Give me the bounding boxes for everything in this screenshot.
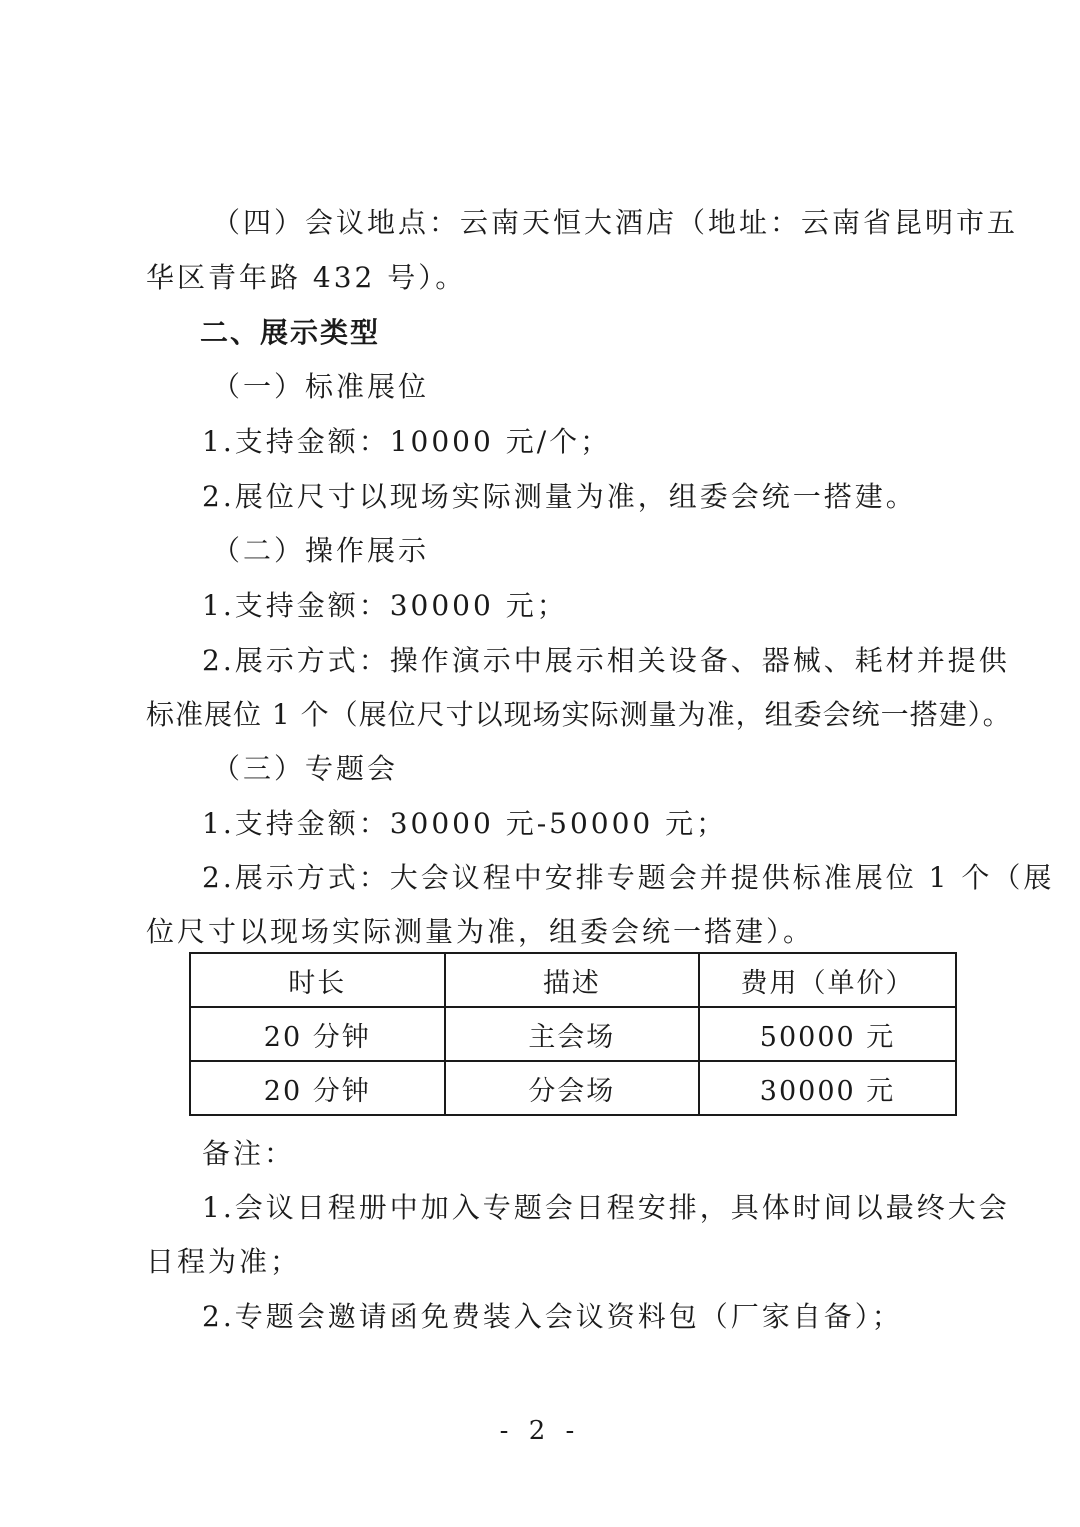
table-row (190, 1007, 956, 1061)
sub-3-item-2-line-1: 2.展示方式：大会议程中安排专题会并提供标准展位 1 个（展 (202, 861, 1055, 894)
table-header-cell: 费用（单价） (699, 953, 956, 1007)
venue-line-1: （四）会议地点：云南天恒大酒店（地址：云南省昆明市五 (212, 206, 1019, 239)
table-cell: 分会场 (445, 1061, 700, 1115)
venue-line-2: 华区青年路 432 号）。 (146, 261, 467, 294)
sub-2-item-2-line-1: 2.展示方式：操作演示中展示相关设备、器械、耗材并提供 (202, 644, 1010, 677)
sub-2-item-2-line-2: 标准展位 1 个（展位尺寸以现场实际测量为准，组委会统一搭建）。 (146, 698, 1012, 731)
sub-1-title: （一）标准展位 (212, 370, 430, 403)
sub-3-item-2-line-2: 位尺寸以现场实际测量为准，组委会统一搭建）。 (146, 915, 815, 948)
fee-table (189, 952, 957, 1116)
sub-2-item-1: 1.支持金额：30000 元； (202, 589, 568, 622)
table-cell: 主会场 (445, 1007, 700, 1061)
note-2: 2.专题会邀请函免费装入会议资料包（厂家自备）； (202, 1300, 903, 1333)
sub-3-item-1: 1.支持金额：30000 元-50000 元； (202, 807, 728, 840)
notes-title: 备注： (202, 1137, 296, 1170)
table-header-cell: 描述 (445, 953, 700, 1007)
table-header-row (190, 953, 956, 1007)
table-cell: 20 分钟 (190, 1007, 445, 1061)
sub-3-title: （三）专题会 (212, 752, 399, 785)
sub-1-item-2: 2.展位尺寸以现场实际测量为准，组委会统一搭建。 (202, 480, 917, 513)
sub-1-item-1: 1.支持金额：10000 元/个； (202, 425, 612, 458)
page-number: - 2 - (499, 1416, 581, 1446)
table-cell: 20 分钟 (190, 1061, 445, 1115)
sub-2-title: （二）操作展示 (212, 534, 430, 567)
table-cell: 30000 元 (699, 1061, 956, 1115)
note-1-line-1: 1.会议日程册中加入专题会日程安排，具体时间以最终大会 (202, 1191, 1010, 1224)
table-row (190, 1061, 956, 1115)
table-cell: 50000 元 (699, 1007, 956, 1061)
table-header-cell: 时长 (190, 953, 445, 1007)
note-1-line-2: 日程为准； (146, 1245, 302, 1278)
section-2-title: 二、展示类型 (200, 316, 381, 349)
